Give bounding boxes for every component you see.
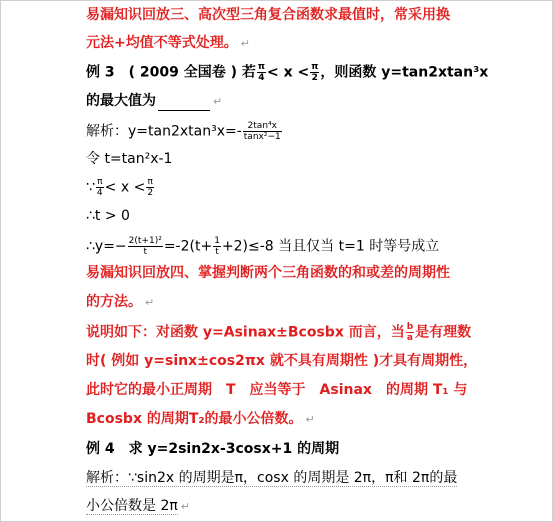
explanation-line1: 说明如下：对函数 y=Asinax±Bcosbx 而言，当 $\frac{b}{a}$ 是有理数 (86, 322, 472, 343)
heading-recall-3-line1: 易漏知识回放三、高次型三角复合函数求最值时，常采用换 (86, 7, 450, 23)
heading-recall-3-line2: 元法+均值不等式处理。 ↵ (86, 35, 250, 51)
answer-blank (158, 96, 210, 111)
explanation-line3: 此时它的最小正周期 T 应当等于 Asinax 的周期 T₁ 与 (86, 382, 468, 398)
fraction-one-over-t: $\frac{1}{t}$ (214, 236, 220, 257)
explanation-line2: 时( 例如 y=sinx±cos2πx 就不具有周期性 )才具有周期性， (86, 353, 478, 369)
solution-3-line1: 解析：y=tan2xtan³x=- $\frac{\text{2tan⁴x}}{\text{tanx²−1}}$ (86, 121, 281, 142)
solution-4-line1: 解析：∵sin2x 的周期是π，cosx 的周期是 2π，π和 2π的最 (86, 470, 458, 486)
solution-3-line4: ∴t > 0 (86, 208, 130, 224)
example-4-title: 例 4 求 y=2sin2x-3cosx+1 的周期 (86, 441, 340, 457)
fraction-t: $\frac{\text{2(t+1)²}}{t}$ (128, 236, 162, 257)
fraction-pi-over-2: $\frac{\pi}{2}$ (311, 62, 319, 83)
fraction-tan: $\frac{\text{2tan⁴x}}{\text{tanx²−1}}$ (243, 121, 281, 142)
heading-recall-4-line2: 的方法。 ↵ (86, 294, 155, 310)
example-3-line1: 例 3 ( 2009 全国卷 ) 若 $\frac{\pi}{4}$ < x < $\frac{\pi}{2}$ ，则函数 y=tan2xtan³x (86, 62, 489, 83)
fraction-b-over-a: $\frac{b}{a}$ (406, 322, 414, 343)
solution-3-line5: ∴y=− $\frac{\text{2(t+1)²}}{t}$ =-2(t+ $\frac{1}{t}$ +2)≤-8 当且仅当 t=1 时等号成立 (86, 236, 440, 257)
fraction-pi-over-4-b: $\frac{\pi}{4}$ (96, 177, 103, 198)
solution-3-line2: 令 t=tan²x-1 (86, 151, 173, 167)
explanation-line4: Bcosbx 的周期T₂的最小公倍数。 ↵ (86, 411, 315, 427)
fraction-pi-over-2-b: $\frac{\pi}{2}$ (147, 177, 154, 198)
solution-4-line2: 小公倍数是 2π ↵ (86, 498, 191, 514)
heading-recall-4-line1: 易漏知识回放四、掌握判断两个三角函数的和或差的周期性 (86, 265, 450, 281)
paragraph-mark: ↵ (240, 37, 250, 50)
solution-3-line3: ∵ $\frac{\pi}{4}$ < x < $\frac{\pi}{2}$ (86, 177, 154, 198)
example-3-line2: 的最大值为 ↵ (86, 93, 223, 109)
fraction-pi-over-4: $\frac{\pi}{4}$ (257, 62, 265, 83)
